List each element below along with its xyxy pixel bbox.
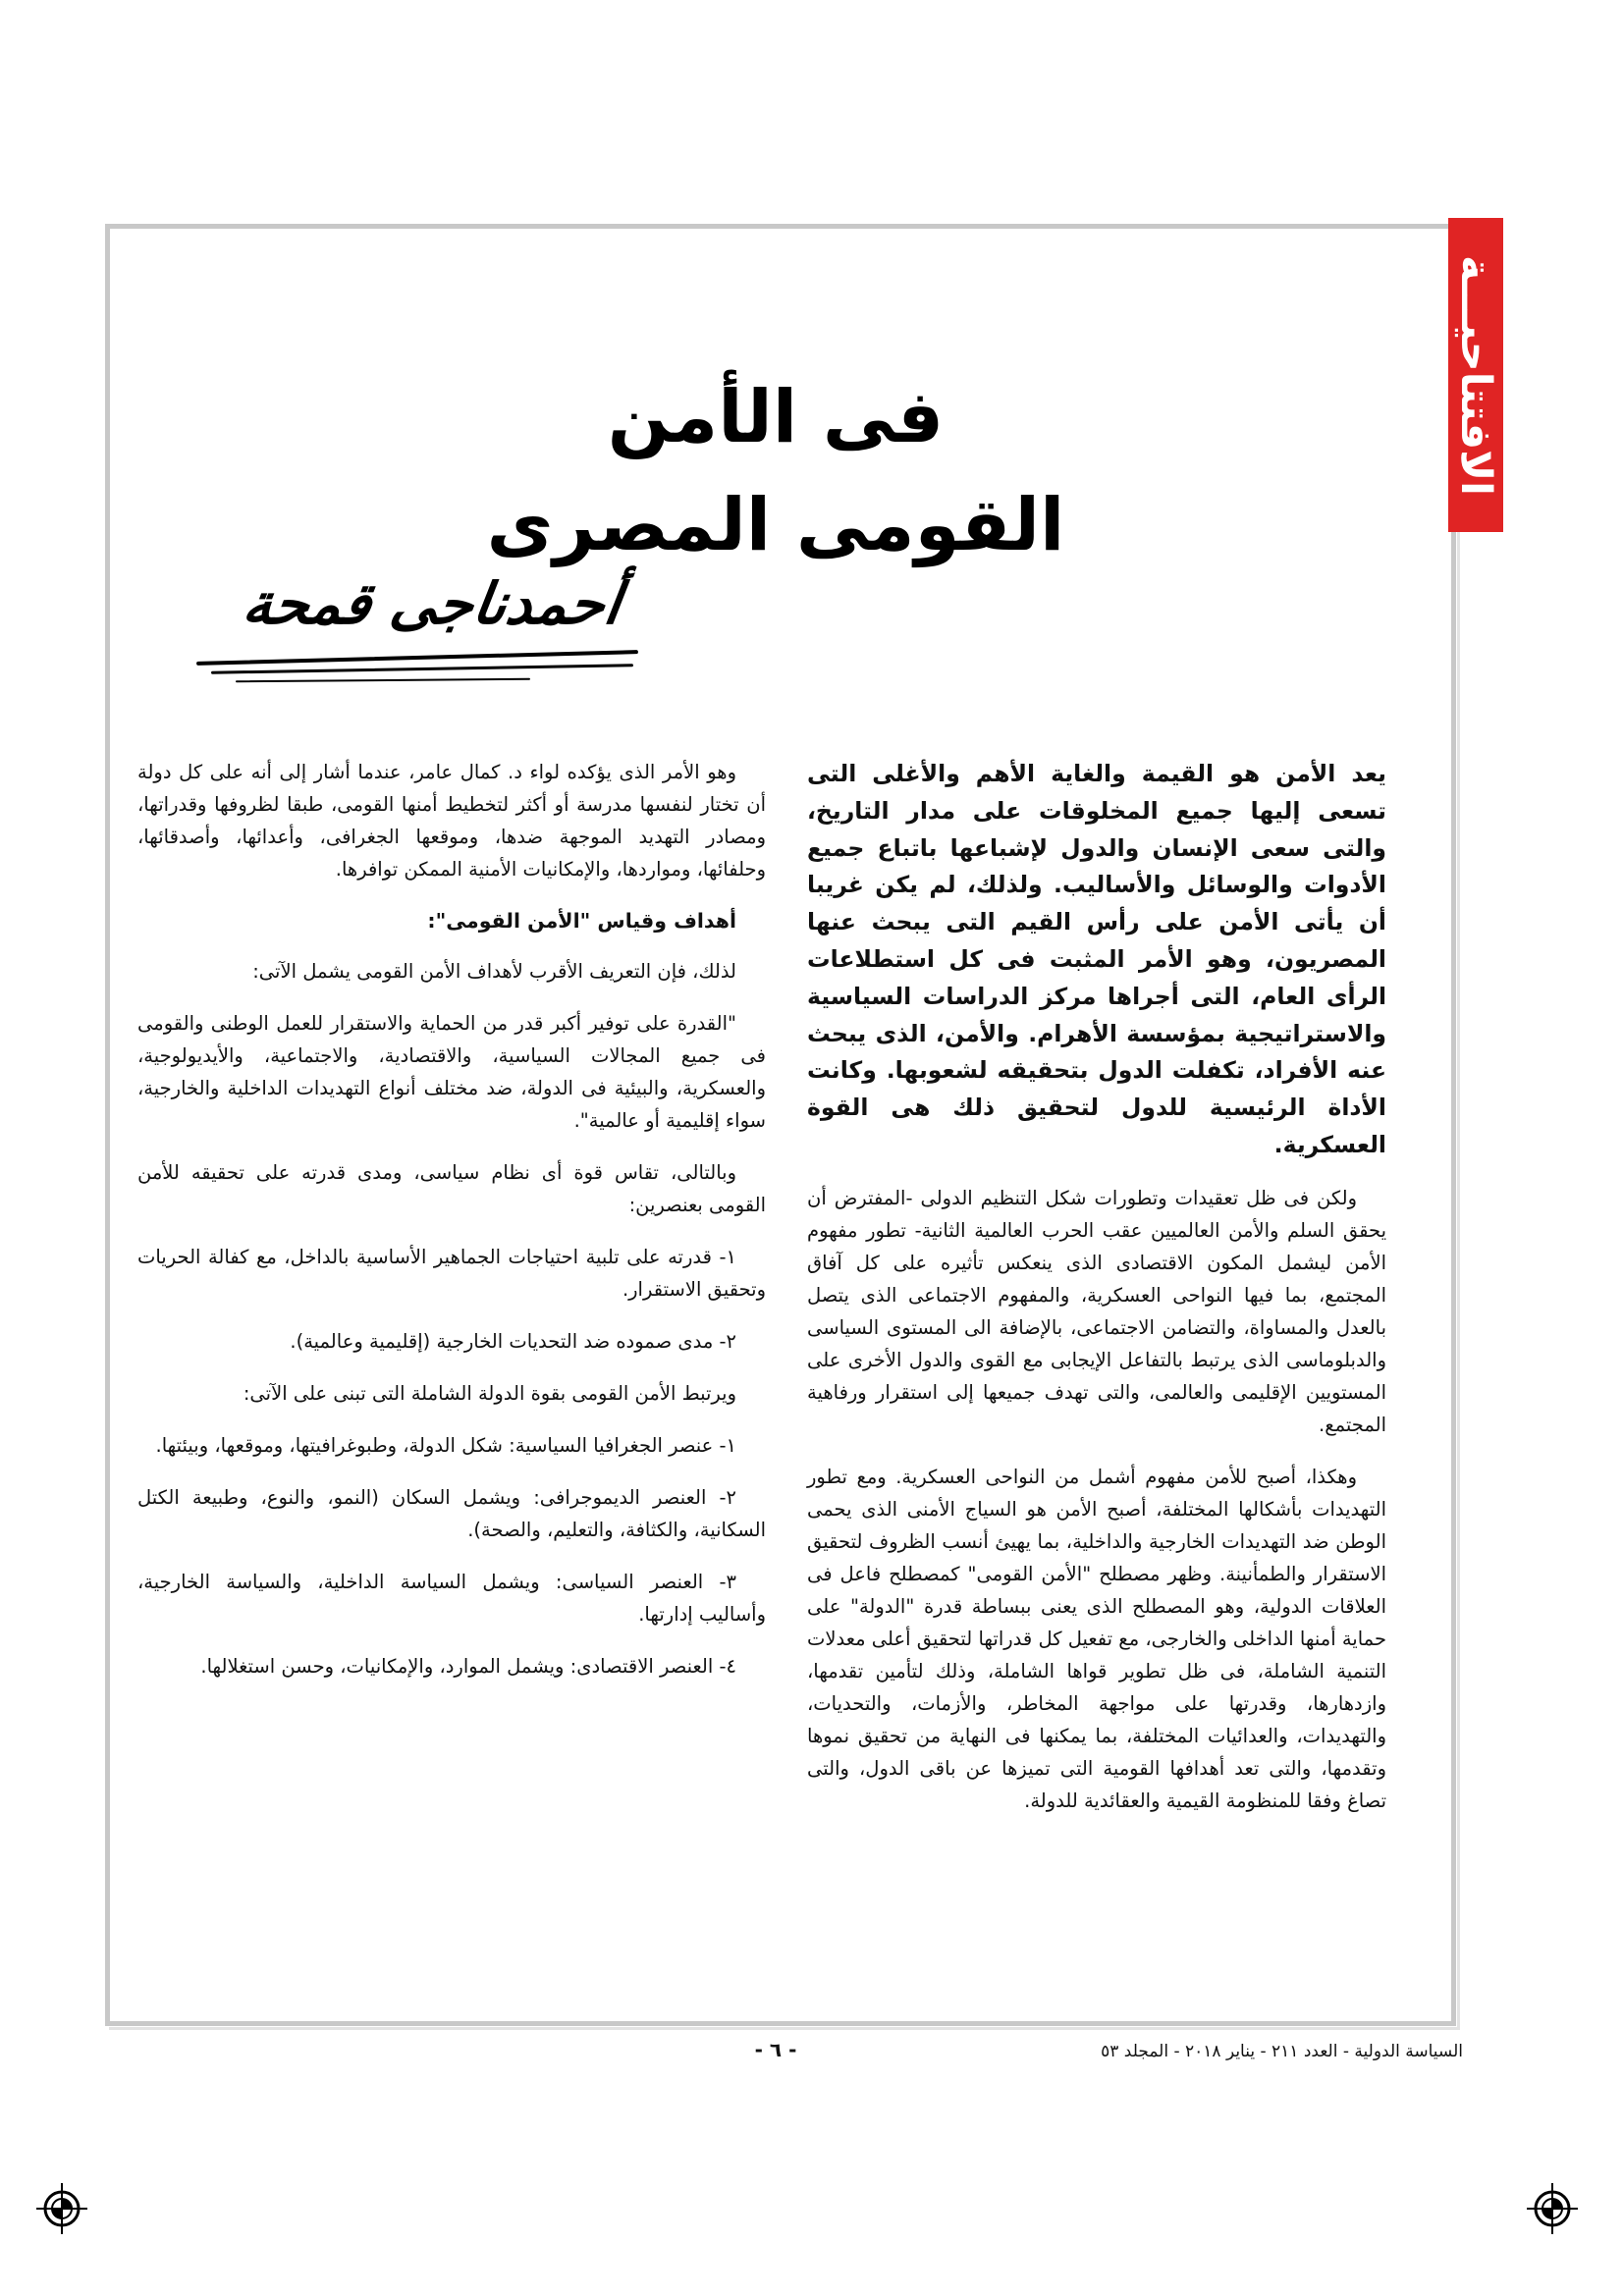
left-column (137, 756, 766, 1702)
list-item: ٢- مدى صموده ضد التحديات الخارجية (إقليمية وعالمية). (290, 1330, 736, 1353)
list-item: ٣- العنصر السياسى: ويشمل السياسة الداخلية، والسياسة الخارجية، وأساليب إدارتها. (137, 1571, 766, 1626)
section-tab-label: الافتتاحيـــة (1451, 254, 1500, 496)
body-paragraph: "القدرة على توفير أكبر قدر من الحماية والاستقرار للعمل الوطنى والقومى فى جميع المجالات السياسية، والاقتصادية، والاجتماعية، والأيديولوجية، والعسكرية، والبيئية فى الدولة، ضد مختلف أنواع التهديدات الداخلية والخارجية، سواء إقليمية أو عالمية". (137, 1012, 766, 1132)
list-item: ٢- العنصر الديموجرافى: ويشمل السكان (النمو، والنوع، وطبيعة الكتل السكانية، والكثافة، والتعليم، والصحة). (137, 1486, 766, 1541)
section-tab (1448, 218, 1503, 532)
journal-footer: السياسة الدولية - العدد ٢١١ - يناير ٢٠١٨ - المجلد ٥٣ (1101, 2042, 1463, 2061)
page-number: - ٦ - (754, 2038, 797, 2061)
body-paragraph: وهو الأمر الذى يؤكده لواء د. كمال عامر، عندما أشار إلى أنه على كل دولة أن تختار لنفسها مدرسة أو أكثر لتخطيط أمنها القومى، طبقا لظروفها وقدراتها، ومصادر التهديد الموجهة ضدها، وموقعها الجغرافى، وأعدائها، وأصدقائها، وحلفائها، ومواردها، والإمكانيات الأمنية الممكن توافرها. (137, 761, 766, 881)
body-paragraph: لذلك، فإن التعريف الأقرب لأهداف الأمن القومى يشمل الآتى: (252, 960, 736, 983)
body-paragraph: وبالتالى، تقاس قوة أى نظام سياسى، ومدى قدرته على تحقيقه للأمن القومى بعنصرين: (137, 1161, 766, 1216)
list-item: ١- قدرته على تلبية احتياجات الجماهير الأساسية بالداخل، مع كفالة الحريات وتحقيق الاستقرار. (137, 1246, 766, 1301)
section-subheading: أهداف وقياس "الأمن القومى": (427, 909, 736, 933)
list-item: ١- عنصر الجغرافيا السياسية: شكل الدولة، وطبوغرافيتها، وموقعها، وبيئتها. (155, 1434, 736, 1457)
body-paragraph: وهكذا، أصبح للأمن مفهوم أشمل من النواحى العسكرية. ومع تطور التهديدات بأشكالها المختلفة، أصبح الأمن هو السياج الأمنى الذى يحمى الوطن ضد التهديدات الخارجية والداخلية، بما يهيئ أنسب الظروف لتحقيق الاستقرار والطمأنينة. وظهر مصطلح "الأمن القومى" كمصطلح فاعل فى العلاقات الدولية، وهو المصطلح الذى يعنى ببساطة قدرة "الدولة" على حماية أمنها الداخلى والخارجى، مع تفعيل كل قدراتها لتحقيق أعلى معدلات التنمية الشاملة، فى ظل تطوير قواها الشاملة، وذلك لتأمين تقدمها، وازدهارها، وقدرتها على مواجهة المخاطر، والأزمات، والتحديات، والتهديدات، والعدائيات المختلفة، بما يمكنها فى النهاية من تحقيق نموها وتقدمها، والتى تعد أهدافها القومية التى تميزها عن باقى الدول، والتى تصاغ وفقا للمنظومة القيمية والعقائدية للدولة. (807, 1465, 1386, 1812)
right-column (807, 756, 1386, 1837)
body-paragraph: ولكن فى ظل تعقيدات وتطورات شكل التنظيم الدولى -المفترض أن يحقق السلم والأمن العالميين عقب الحرب العالمية الثانية- تطور مفهوم الأمن ليشمل المكون الاقتصادى الذى ينعكس تأثيره على كل آفاق المجتمع، بما فيها النواحى العسكرية، والمفهوم الاجتماعى الذى يتصل بالعدل والمساواة، والتضامن الاجتماعى، بالإضافة الى المستوى السياسى والدبلوماسى الذى يرتبط بالتفاعل الإيجابى مع القوى والدول الأخرى على المستويين الإقليمى والعالمى، والتى تهدف جميعها إلى استقرار ورفاهية المجتمع. (807, 1186, 1386, 1436)
body-paragraph: ويرتبط الأمن القومى بقوة الدولة الشاملة التى تبنى على الآتى: (243, 1382, 736, 1405)
list-item: ٤- العنصر الاقتصادى: ويشمل الموارد، والإمكانيات، وحسن استغلالها. (200, 1655, 736, 1678)
article-title: فى الأمن القومى المصرى (486, 375, 1065, 567)
author-signature: أحمدناجى قمحة (239, 570, 625, 637)
registration-mark-icon (34, 2181, 89, 2236)
lead-paragraph: يعد الأمن هو القيمة والغاية الأهم والأغلى التى تسعى إليها جميع المخلوقات على مدار التاريخ، والتى سعى الإنسان والدول لإشباعها باتباع جميع الأدوات والوسائل والأساليب. ولذلك، لم يكن غريبا أن يأتى الأمن على رأس القيم التى يبحث عنها المصريون، وهو الأمر المثبت فى كل استطلاعات الرأى العام، التى أجراها مركز الدراسات السياسية والاستراتيجية بمؤسسة الأهرام. والأمن، الذى يبحث عنه الأفراد، تكفلت الدول بتحقيقه لشعوبها. وكانت الأداة الرئيسية للدول لتحقيق ذلك هى القوة العسكرية. (807, 760, 1386, 1158)
registration-mark-icon (1525, 2181, 1580, 2236)
